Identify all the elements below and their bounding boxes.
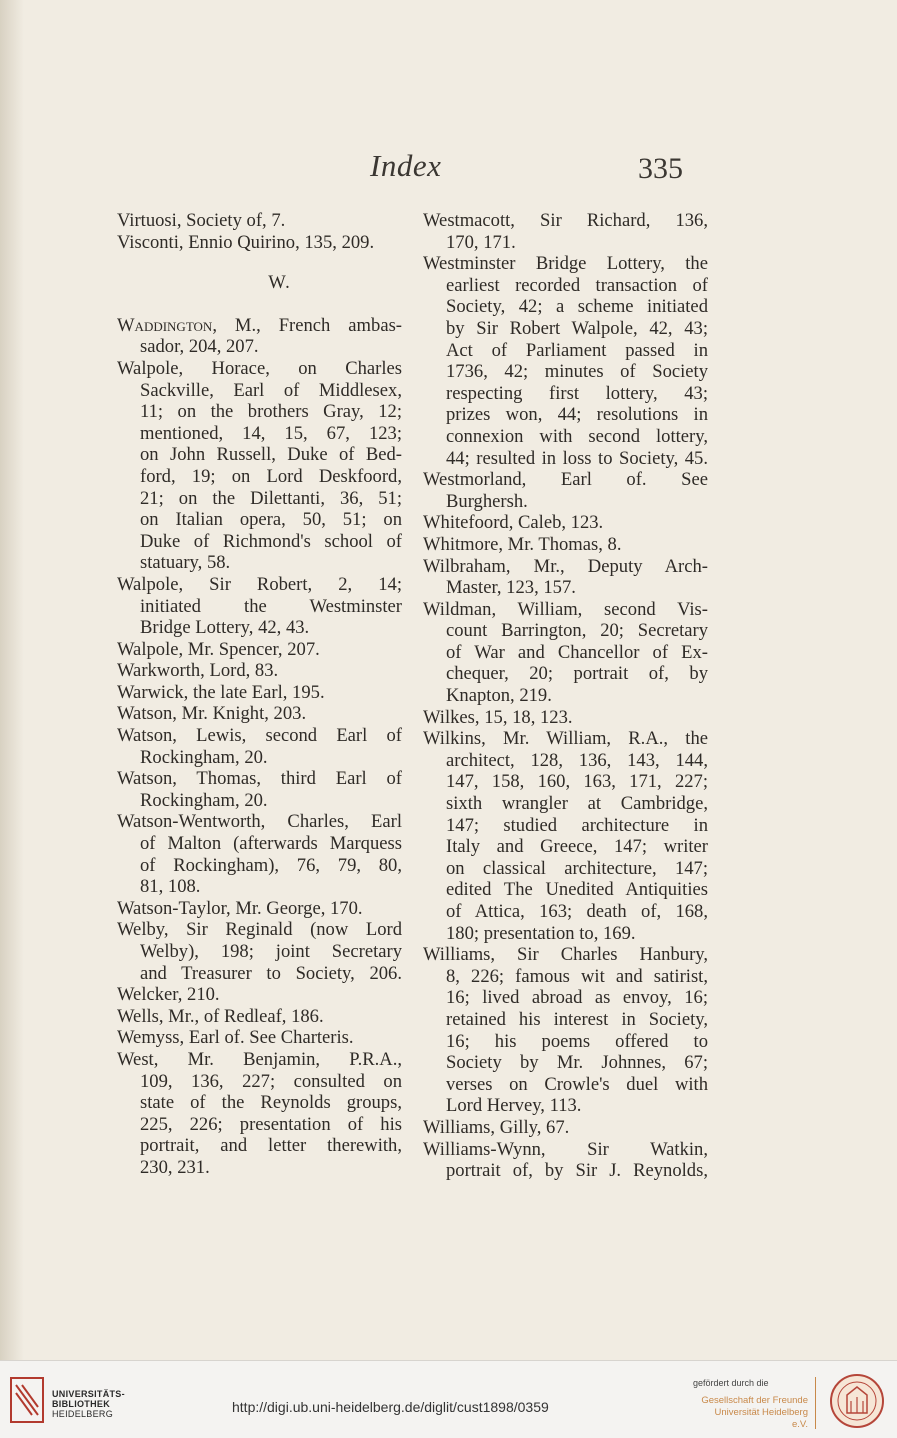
index-entry-line: 225, 226; presentation of his	[140, 1113, 402, 1135]
index-entry-line: 230, 231.	[140, 1156, 210, 1178]
index-entry-line: on John Russell, Duke of Bed-	[140, 444, 402, 466]
entry-name-small-caps: Waddington	[117, 314, 213, 336]
index-entry-line: Westmorland, Earl of. See	[423, 469, 708, 491]
index-entry-line: 1736, 42; minutes of Society	[446, 361, 708, 383]
funded-by-label: gefördert durch die	[693, 1378, 769, 1388]
index-entry-line: Knapton, 219.	[446, 685, 552, 707]
index-entry-line: Warkworth, Lord, 83.	[117, 660, 279, 682]
index-entry-line: Westmacott, Sir Richard, 136,	[423, 210, 708, 231]
index-entry-line: chequer, 20; portrait of, by	[446, 663, 708, 685]
index-entry-line: Rockingham, 20.	[140, 789, 268, 811]
index-entry-line: by Sir Robert Walpole, 42, 43;	[446, 317, 708, 339]
index-entry-line: Williams, Sir Charles Hanbury,	[423, 944, 708, 966]
index-entry-line: Wilbraham, Mr., Deputy Arch-	[423, 555, 708, 577]
index-entry-line: earliest recorded transaction of	[446, 274, 708, 296]
index-entry-line: count Barrington, 20; Secretary	[446, 620, 708, 642]
digitization-footer	[0, 1360, 897, 1438]
index-entry-line: 44; resulted in loss to Society, 45.	[446, 447, 708, 469]
index-entry-line: retained his interest in Society,	[446, 1008, 708, 1030]
permalink-url[interactable]: http://digi.ub.uni-heidelberg.de/diglit/cust1898/0359	[232, 1399, 549, 1415]
index-entry-line: Wildman, William, second Vis-	[423, 598, 708, 620]
library-name-line3: HEIDELBERG	[52, 1409, 114, 1419]
index-entry-line: Whitmore, Mr. Thomas, 8.	[423, 533, 622, 555]
index-entry-line: 180; presentation to, 169.	[446, 922, 636, 944]
index-entry-line: Williams, Gilly, 67.	[423, 1116, 570, 1138]
index-entry-line: Warwick, the late Earl, 195.	[117, 681, 325, 703]
index-entry-line: portrait of, by Sir J. Reynolds,	[446, 1160, 708, 1182]
index-column-right	[423, 210, 708, 1182]
index-entry-line: Wilkes, 15, 18, 123.	[423, 706, 573, 728]
index-entry-line: 16; lived abroad as envoy, 16;	[446, 987, 708, 1009]
index-entry-line: Walpole, Horace, on Charles	[117, 357, 402, 379]
index-entry-line: 109, 136, 227; consulted on	[140, 1070, 402, 1092]
index-entry-line: Master, 123, 157.	[446, 577, 576, 599]
page-number: 335	[638, 152, 683, 185]
index-entry-line: statuary, 58.	[140, 552, 231, 574]
index-entry-line: Walpole, Sir Robert, 2, 14;	[117, 573, 402, 595]
index-entry-line: Walpole, Mr. Spencer, 207.	[117, 638, 320, 660]
index-entry-line	[117, 315, 402, 337]
page-title: Index	[370, 148, 442, 183]
index-entry-line: 16; his poems offered to	[446, 1030, 708, 1052]
index-entry-line: 21; on the Dilettanti, 36, 51;	[140, 487, 402, 509]
index-entry-line: Williams-Wynn, Sir Watkin,	[423, 1138, 708, 1160]
index-entry-line: 170, 171.	[446, 231, 516, 253]
index-entry-line: connexion with second lottery,	[446, 425, 708, 447]
index-entry-line: of War and Chancellor of Ex-	[446, 641, 708, 663]
index-entry-line: Welby), 198; joint Secretary	[140, 941, 402, 962]
index-entry-line: 147, 158, 160, 163, 171, 227;	[446, 771, 708, 793]
index-entry-line: Lord Hervey, 113.	[446, 1095, 582, 1117]
university-seal-icon	[829, 1373, 885, 1429]
index-entry-line: of Rockingham), 76, 79, 80,	[140, 854, 402, 876]
index-entry-line: architect, 128, 136, 143, 144,	[446, 749, 708, 771]
index-entry-line: Watson, Lewis, second Earl of	[117, 725, 402, 747]
index-entry-line: Watson-Wentworth, Charles, Earl	[117, 811, 402, 833]
index-entry-line: Watson, Mr. Knight, 203.	[117, 703, 307, 725]
footer-divider	[815, 1377, 816, 1429]
running-head	[0, 148, 897, 188]
index-entry-line: Burghersh.	[446, 490, 528, 512]
index-entry-line: Wemyss, Earl of. See Charteris.	[117, 1027, 354, 1049]
index-entry-line: on classical architecture, 147;	[446, 857, 708, 879]
index-entry-line: 81, 108.	[140, 876, 201, 898]
index-entry-line: mentioned, 14, 15, 67, 123;	[140, 422, 402, 444]
library-logo-icon	[10, 1377, 44, 1423]
index-entry-line: state of the Reynolds groups,	[140, 1092, 402, 1114]
index-entry-line: of Malton (afterwards Marquess	[140, 833, 402, 855]
sponsor-name	[698, 1395, 808, 1431]
index-entry-line: West, Mr. Benjamin, P.R.A.,	[117, 1048, 402, 1070]
index-entry-line: on Italian opera, 50, 51; on	[140, 509, 402, 531]
index-entry-line: Act of Parliament passed in	[446, 339, 708, 361]
index-entry-line: Sackville, Earl of Middlesex,	[140, 379, 402, 401]
index-entry-line: Duke of Richmond's school of	[140, 530, 402, 552]
index-entry-line: Westminster Bridge Lottery, the	[423, 253, 708, 275]
library-name-line1: UNIVERSITÄTS-	[52, 1389, 125, 1399]
index-entry-line: Society, 42; a scheme initiated	[446, 296, 708, 318]
index-entry-line: 11; on the brothers Gray, 12;	[140, 401, 402, 423]
sponsor-name-line2: Universität Heidelberg e.V.	[714, 1407, 808, 1430]
index-entry-line: Watson-Taylor, Mr. George, 170.	[117, 897, 363, 919]
index-entry-line: verses on Crowle's duel with	[446, 1073, 708, 1095]
index-entry-line: prizes won, 44; resolutions in	[446, 404, 708, 426]
index-entry-line: Whitefoord, Caleb, 123.	[423, 512, 604, 534]
index-entry-line: and Treasurer to Society, 206.	[140, 962, 402, 984]
index-entry-line: Welcker, 210.	[117, 984, 220, 1006]
index-entry-line: ford, 19; on Lord Deskfoord,	[140, 465, 402, 487]
library-name-line2: BIBLIOTHEK	[52, 1399, 110, 1409]
index-entry-line: portrait, and letter therewith,	[140, 1135, 402, 1157]
section-letter: W.	[268, 272, 291, 294]
sponsor-name-line1: Gesellschaft der Freunde	[701, 1395, 808, 1406]
index-entry-line: Society by Mr. Johnnes, 67;	[446, 1052, 708, 1074]
entry-continuation: , M., French ambas-	[212, 314, 402, 336]
index-entry-line: Virtuosi, Society of, 7.	[117, 210, 286, 231]
index-entry-line: Rockingham, 20.	[140, 746, 268, 768]
index-entry-line: sador, 204, 207.	[140, 336, 259, 358]
index-entry-line: initiated the Westminster	[140, 595, 402, 617]
index-entry-line: Visconti, Ennio Quirino, 135, 209.	[117, 231, 375, 253]
index-entry-line: Welby, Sir Reginald (now Lord	[117, 919, 402, 941]
index-entry-line: 147; studied architecture in	[446, 814, 708, 836]
index-entry-line: Wells, Mr., of Redleaf, 186.	[117, 1005, 324, 1027]
index-entry-line: 8, 226; famous wit and satirist,	[446, 965, 708, 987]
index-entry-line: sixth wrangler at Cambridge,	[446, 793, 708, 815]
index-entry-line: edited The Unedited Antiquities	[446, 879, 708, 901]
index-column-left	[117, 210, 402, 1179]
index-entry-line: Italy and Greece, 147; writer	[446, 836, 708, 858]
index-entry-line: respecting first lottery, 43;	[446, 382, 708, 404]
index-entry-line: Bridge Lottery, 42, 43.	[140, 617, 310, 639]
index-entry-line: Watson, Thomas, third Earl of	[117, 768, 402, 790]
library-name	[52, 1389, 125, 1419]
index-entry-line: Wilkins, Mr. William, R.A., the	[423, 728, 708, 750]
index-entry-line: of Attica, 163; death of, 168,	[446, 901, 708, 922]
